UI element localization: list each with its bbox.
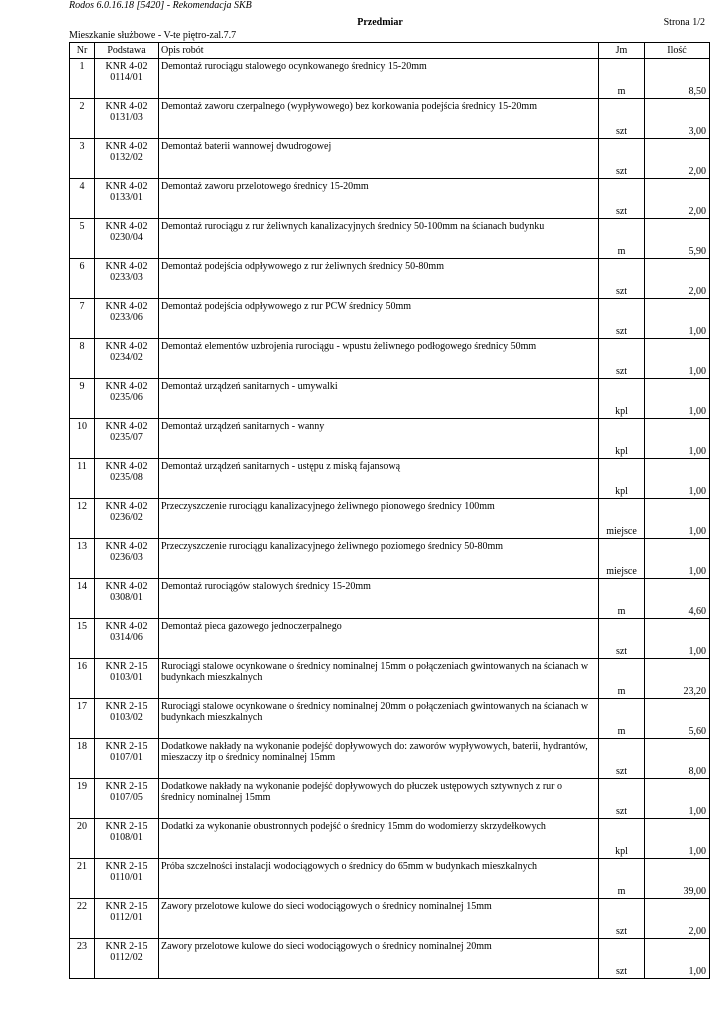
row-jm: kpl bbox=[599, 459, 645, 499]
table-header-row bbox=[70, 43, 710, 59]
row-podstawa-code: 0103/01 bbox=[110, 672, 143, 683]
table-row bbox=[70, 659, 710, 699]
row-podstawa-catalog: KNR 4-02 bbox=[105, 61, 148, 72]
row-jm: m bbox=[599, 699, 645, 739]
row-podstawa-catalog: KNR 4-02 bbox=[105, 501, 148, 512]
row-podstawa-catalog: KNR 4-02 bbox=[105, 101, 148, 112]
row-jm: m bbox=[599, 59, 645, 99]
row-nr: 12 bbox=[70, 499, 95, 539]
row-ilosc: 2,00 bbox=[645, 259, 710, 299]
table-row bbox=[70, 739, 710, 779]
row-jm: miejsce bbox=[599, 539, 645, 579]
row-podstawa-catalog: KNR 4-02 bbox=[105, 621, 148, 632]
row-opis: Rurociągi stalowe ocynkowane o średnicy nominalnej 15mm o połączeniach gwintowanych na ścianach w budynkach mieszkalnych bbox=[159, 659, 599, 699]
row-podstawa-catalog: KNR 4-02 bbox=[105, 381, 148, 392]
row-ilosc: 8,50 bbox=[645, 59, 710, 99]
row-jm: kpl bbox=[599, 419, 645, 459]
row-podstawa bbox=[95, 859, 159, 899]
row-nr: 8 bbox=[70, 339, 95, 379]
row-podstawa bbox=[95, 99, 159, 139]
row-opis: Demontaż rurociągu stalowego ocynkowanego średnicy 15-20mm bbox=[159, 59, 599, 99]
row-podstawa-code: 0110/01 bbox=[110, 872, 143, 883]
row-opis: Demontaż podejścia odpływowego z rur PCW średnicy 50mm bbox=[159, 299, 599, 339]
row-podstawa bbox=[95, 579, 159, 619]
row-podstawa-code: 0236/03 bbox=[110, 552, 143, 563]
row-nr: 5 bbox=[70, 219, 95, 259]
row-podstawa-catalog: KNR 4-02 bbox=[105, 181, 148, 192]
row-ilosc: 1,00 bbox=[645, 539, 710, 579]
row-jm: szt bbox=[599, 299, 645, 339]
table-row bbox=[70, 179, 710, 219]
table-row bbox=[70, 59, 710, 99]
row-jm: m bbox=[599, 659, 645, 699]
row-opis: Próba szczelności instalacji wodociągowych o średnicy do 65mm w budynkach mieszkalnych bbox=[159, 859, 599, 899]
row-podstawa-catalog: KNR 4-02 bbox=[105, 541, 148, 552]
row-nr: 9 bbox=[70, 379, 95, 419]
row-podstawa bbox=[95, 939, 159, 979]
row-podstawa-code: 0114/01 bbox=[110, 72, 143, 83]
row-opis: Demontaż urządzeń sanitarnych - ustępu z miską fajansową bbox=[159, 459, 599, 499]
row-nr: 10 bbox=[70, 419, 95, 459]
row-nr: 14 bbox=[70, 579, 95, 619]
row-ilosc: 2,00 bbox=[645, 899, 710, 939]
row-nr: 13 bbox=[70, 539, 95, 579]
row-podstawa-code: 0233/03 bbox=[110, 272, 143, 283]
row-podstawa-catalog: KNR 2-15 bbox=[105, 781, 148, 792]
row-opis: Demontaż pieca gazowego jednoczerpalnego bbox=[159, 619, 599, 659]
row-opis: Demontaż podejścia odpływowego z rur żeliwnych średnicy 50-80mm bbox=[159, 259, 599, 299]
row-jm: szt bbox=[599, 259, 645, 299]
przedmiar-table bbox=[69, 42, 710, 979]
row-podstawa-catalog: KNR 2-15 bbox=[105, 821, 148, 832]
row-podstawa-catalog: KNR 4-02 bbox=[105, 341, 148, 352]
header-jm: Jm bbox=[599, 43, 645, 59]
table-row bbox=[70, 939, 710, 979]
row-ilosc: 4,60 bbox=[645, 579, 710, 619]
table-row bbox=[70, 459, 710, 499]
row-podstawa-catalog: KNR 2-15 bbox=[105, 741, 148, 752]
row-podstawa-code: 0235/07 bbox=[110, 432, 143, 443]
row-podstawa bbox=[95, 259, 159, 299]
row-podstawa-catalog: KNR 4-02 bbox=[105, 421, 148, 432]
row-ilosc: 1,00 bbox=[645, 819, 710, 859]
table-row bbox=[70, 379, 710, 419]
row-nr: 7 bbox=[70, 299, 95, 339]
row-podstawa-code: 0236/02 bbox=[110, 512, 143, 523]
row-podstawa bbox=[95, 299, 159, 339]
row-podstawa-code: 0133/01 bbox=[110, 192, 143, 203]
row-podstawa bbox=[95, 819, 159, 859]
row-opis: Demontaż rurociągu z rur żeliwnych kanalizacyjnych średnicy 50-100mm na ścianach budynku bbox=[159, 219, 599, 259]
row-jm: szt bbox=[599, 99, 645, 139]
header-ilosc: Ilość bbox=[645, 43, 710, 59]
header-podstawa: Podstawa bbox=[95, 43, 159, 59]
row-ilosc: 1,00 bbox=[645, 779, 710, 819]
row-jm: szt bbox=[599, 139, 645, 179]
header-opis: Opis robót bbox=[159, 43, 599, 59]
row-ilosc: 23,20 bbox=[645, 659, 710, 699]
row-jm: m bbox=[599, 859, 645, 899]
row-podstawa-catalog: KNR 4-02 bbox=[105, 581, 148, 592]
row-ilosc: 2,00 bbox=[645, 179, 710, 219]
row-nr: 15 bbox=[70, 619, 95, 659]
table-row bbox=[70, 139, 710, 179]
row-podstawa-code: 0308/01 bbox=[110, 592, 143, 603]
row-nr: 23 bbox=[70, 939, 95, 979]
row-opis: Zawory przelotowe kulowe do sieci wodociągowych o średnicy nominalnej 15mm bbox=[159, 899, 599, 939]
row-podstawa bbox=[95, 659, 159, 699]
row-nr: 2 bbox=[70, 99, 95, 139]
row-nr: 11 bbox=[70, 459, 95, 499]
row-ilosc: 8,00 bbox=[645, 739, 710, 779]
row-podstawa bbox=[95, 739, 159, 779]
program-note: Rodos 6.0.16.18 [5420] - Rekomendacja SKB bbox=[69, 0, 252, 11]
row-podstawa bbox=[95, 619, 159, 659]
table-row bbox=[70, 219, 710, 259]
row-podstawa-code: 0233/06 bbox=[110, 312, 143, 323]
row-podstawa bbox=[95, 339, 159, 379]
row-opis: Przeczyszczenie rurociągu kanalizacyjnego żeliwnego pionowego średnicy 100mm bbox=[159, 499, 599, 539]
row-podstawa-code: 0132/02 bbox=[110, 152, 143, 163]
table-row bbox=[70, 339, 710, 379]
row-podstawa-catalog: KNR 2-15 bbox=[105, 701, 148, 712]
row-ilosc: 1,00 bbox=[645, 339, 710, 379]
row-jm: m bbox=[599, 219, 645, 259]
row-nr: 6 bbox=[70, 259, 95, 299]
row-nr: 3 bbox=[70, 139, 95, 179]
row-ilosc: 2,00 bbox=[645, 139, 710, 179]
row-podstawa-code: 0131/03 bbox=[110, 112, 143, 123]
row-opis: Przeczyszczenie rurociągu kanalizacyjnego żeliwnego poziomego średnicy 50-80mm bbox=[159, 539, 599, 579]
row-podstawa-code: 0235/06 bbox=[110, 392, 143, 403]
row-jm: szt bbox=[599, 339, 645, 379]
row-podstawa-catalog: KNR 2-15 bbox=[105, 901, 148, 912]
row-podstawa bbox=[95, 139, 159, 179]
row-jm: kpl bbox=[599, 819, 645, 859]
row-opis: Dodatkowe nakłady na wykonanie podejść dopływowych do: zaworów wypływowych, baterii, hydrantów, mieszaczy itp o średnicy nominalnej 15mm bbox=[159, 739, 599, 779]
row-opis: Dodatki za wykonanie obustronnych podejść o średnicy 15mm do wodomierzy skrzydełkowych bbox=[159, 819, 599, 859]
table-row bbox=[70, 539, 710, 579]
table-row bbox=[70, 99, 710, 139]
row-podstawa-catalog: KNR 2-15 bbox=[105, 941, 148, 952]
row-podstawa-code: 0107/05 bbox=[110, 792, 143, 803]
row-jm: szt bbox=[599, 179, 645, 219]
row-jm: szt bbox=[599, 899, 645, 939]
row-nr: 4 bbox=[70, 179, 95, 219]
row-podstawa bbox=[95, 699, 159, 739]
table-row bbox=[70, 699, 710, 739]
row-jm: szt bbox=[599, 939, 645, 979]
row-jm: szt bbox=[599, 779, 645, 819]
table-row bbox=[70, 899, 710, 939]
row-podstawa bbox=[95, 899, 159, 939]
table-row bbox=[70, 259, 710, 299]
row-opis: Demontaż zaworu czerpalnego (wypływowego) bez korkowania podejścia średnicy 15-20mm bbox=[159, 99, 599, 139]
row-podstawa-code: 0107/01 bbox=[110, 752, 143, 763]
row-nr: 19 bbox=[70, 779, 95, 819]
row-ilosc: 5,60 bbox=[645, 699, 710, 739]
row-podstawa bbox=[95, 379, 159, 419]
row-podstawa bbox=[95, 459, 159, 499]
row-podstawa-code: 0112/02 bbox=[110, 952, 143, 963]
document-subtitle: Mieszkanie służbowe - V-te piętro-zal.7.7 bbox=[69, 30, 237, 41]
table-row bbox=[70, 859, 710, 899]
row-opis: Demontaż baterii wannowej dwudrogowej bbox=[159, 139, 599, 179]
header-nr: Nr bbox=[70, 43, 95, 59]
row-opis: Demontaż rurociągów stalowych średnicy 15-20mm bbox=[159, 579, 599, 619]
row-jm: kpl bbox=[599, 379, 645, 419]
row-jm: miejsce bbox=[599, 499, 645, 539]
row-ilosc: 1,00 bbox=[645, 299, 710, 339]
row-opis: Demontaż zaworu przelotowego średnicy 15-20mm bbox=[159, 179, 599, 219]
row-ilosc: 1,00 bbox=[645, 939, 710, 979]
row-jm: szt bbox=[599, 619, 645, 659]
row-opis: Rurociągi stalowe ocynkowane o średnicy nominalnej 20mm o połączeniach gwintowanych na ścianach w budynkach mieszkalnych bbox=[159, 699, 599, 739]
row-podstawa-catalog: KNR 4-02 bbox=[105, 141, 148, 152]
row-podstawa-code: 0108/01 bbox=[110, 832, 143, 843]
row-podstawa bbox=[95, 539, 159, 579]
table-row bbox=[70, 819, 710, 859]
row-podstawa-code: 0112/01 bbox=[110, 912, 143, 923]
table-row bbox=[70, 419, 710, 459]
table-row bbox=[70, 779, 710, 819]
table-body bbox=[70, 59, 710, 979]
row-podstawa-catalog: KNR 2-15 bbox=[105, 661, 148, 672]
row-nr: 16 bbox=[70, 659, 95, 699]
row-jm: szt bbox=[599, 739, 645, 779]
page-number: Strona 1/2 bbox=[663, 17, 705, 28]
row-podstawa bbox=[95, 59, 159, 99]
row-ilosc: 1,00 bbox=[645, 419, 710, 459]
row-nr: 21 bbox=[70, 859, 95, 899]
row-podstawa bbox=[95, 219, 159, 259]
row-nr: 1 bbox=[70, 59, 95, 99]
row-ilosc: 1,00 bbox=[645, 499, 710, 539]
row-opis: Demontaż elementów uzbrojenia rurociągu - wpustu żeliwnego podłogowego średnicy 50mm bbox=[159, 339, 599, 379]
row-ilosc: 3,00 bbox=[645, 99, 710, 139]
row-opis: Demontaż urządzeń sanitarnych - umywalki bbox=[159, 379, 599, 419]
row-podstawa bbox=[95, 179, 159, 219]
row-ilosc: 1,00 bbox=[645, 619, 710, 659]
row-ilosc: 1,00 bbox=[645, 379, 710, 419]
table-row bbox=[70, 619, 710, 659]
row-nr: 18 bbox=[70, 739, 95, 779]
row-podstawa-catalog: KNR 2-15 bbox=[105, 861, 148, 872]
row-opis: Demontaż urządzeń sanitarnych - wanny bbox=[159, 419, 599, 459]
row-opis: Dodatkowe nakłady na wykonanie podejść dopływowych do płuczek ustępowych sztywnych z rur o średnicy nominalnej 15mm bbox=[159, 779, 599, 819]
row-podstawa bbox=[95, 499, 159, 539]
row-podstawa-code: 0235/08 bbox=[110, 472, 143, 483]
row-podstawa-catalog: KNR 4-02 bbox=[105, 301, 148, 312]
row-podstawa bbox=[95, 779, 159, 819]
row-podstawa-code: 0234/02 bbox=[110, 352, 143, 363]
row-ilosc: 1,00 bbox=[645, 459, 710, 499]
table-row bbox=[70, 299, 710, 339]
row-nr: 22 bbox=[70, 899, 95, 939]
row-podstawa bbox=[95, 419, 159, 459]
row-ilosc: 5,90 bbox=[645, 219, 710, 259]
row-opis: Zawory przelotowe kulowe do sieci wodociągowych o średnicy nominalnej 20mm bbox=[159, 939, 599, 979]
row-podstawa-catalog: KNR 4-02 bbox=[105, 221, 148, 232]
row-nr: 20 bbox=[70, 819, 95, 859]
page-title: Przedmiar bbox=[357, 17, 403, 28]
row-nr: 17 bbox=[70, 699, 95, 739]
row-podstawa-code: 0103/02 bbox=[110, 712, 143, 723]
row-podstawa-code: 0314/06 bbox=[110, 632, 143, 643]
row-podstawa-catalog: KNR 4-02 bbox=[105, 461, 148, 472]
table-row bbox=[70, 499, 710, 539]
row-podstawa-code: 0230/04 bbox=[110, 232, 143, 243]
table-row bbox=[70, 579, 710, 619]
row-ilosc: 39,00 bbox=[645, 859, 710, 899]
row-jm: m bbox=[599, 579, 645, 619]
row-podstawa-catalog: KNR 4-02 bbox=[105, 261, 148, 272]
